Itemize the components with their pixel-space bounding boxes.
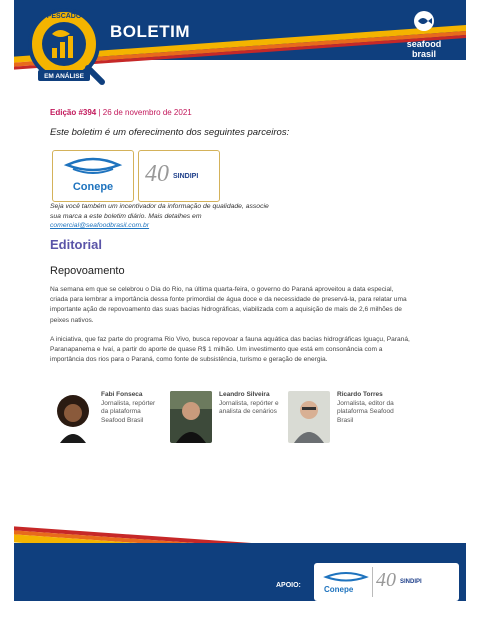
author-name: Leandro Silveira: [219, 391, 270, 398]
avatar: [170, 391, 212, 443]
contact-email-link[interactable]: comercial@seafoodbrasil.com.br: [50, 222, 150, 229]
partner-logo-sindipi[interactable]: [138, 150, 220, 202]
author-role: Jornalista, editor da plataforma Seafood Brasil: [337, 399, 394, 424]
article-paragraph: Na semana em que se celebrou o Dia do Rio, na última quarta-feira, o governo do Paraná aproveitou a data especial, criada para lembrar a importância dessa fonte primordial de água doce e da necessidade de preservá-la, para relatar uma importante ação de repovoamento das suas bacias hidrográficas, viabilizada com a aquisição de mais de 2,6 milhões de peixes nativos.: [50, 286, 407, 324]
footer-sponsor-logos: [314, 563, 459, 601]
author-role: Jornalista, repórter da plataforma Seafood Brasil: [101, 399, 156, 424]
edition-line: [50, 108, 192, 117]
badge-top-text: PESCADO: [46, 13, 82, 20]
sponsor-invite: [50, 202, 280, 231]
brand-line-2: brasil: [411, 49, 436, 59]
sindipi-anniversary: 40: [145, 161, 169, 187]
footer-conepe-logo[interactable]: Conepe: [324, 585, 354, 594]
apoio-label: APOIO:: [276, 582, 301, 589]
sindipi-wordmark: SINDIPI: [173, 173, 199, 180]
pescado-em-analise-badge: [24, 4, 108, 88]
edition-date: | 26 de novembro de 2021: [96, 108, 192, 117]
author-role: Jornalista, repórter e analista de cenários: [219, 399, 279, 415]
footer-sindipi-anniversary: 40: [376, 569, 396, 591]
conepe-fish-icon: [53, 151, 133, 181]
author-name: Fabi Fonseca: [101, 391, 143, 398]
avatar: [288, 391, 330, 443]
footer-banner: [14, 515, 466, 601]
fish-icon: [413, 10, 435, 32]
footer-logo-divider: [372, 567, 373, 597]
edition-number: Edição #394: [50, 108, 97, 117]
author-card: [170, 391, 280, 451]
editorial-heading: Editorial: [50, 237, 103, 252]
conepe-wordmark: Conepe: [72, 181, 114, 193]
seafood-brasil-logo: [394, 10, 454, 59]
newsletter-title: BOLETIM: [110, 22, 190, 41]
article-title: Repovoamento: [50, 265, 125, 277]
partners-heading: Este boletim é um oferecimento dos seguintes parceiros:: [50, 127, 290, 138]
author-name: Ricardo Torres: [337, 391, 383, 398]
partner-logo-conepe[interactable]: [52, 150, 134, 202]
footer-sindipi-logo[interactable]: SINDIPI: [400, 579, 422, 585]
badge-bottom-text: EM ANÁLISE: [44, 73, 84, 80]
author-card: [288, 391, 398, 451]
conepe-fish-icon: [318, 567, 374, 587]
magnifier-badge-icon: [24, 4, 108, 88]
avatar: [52, 391, 94, 443]
brand-line-1: seafood: [406, 39, 442, 49]
author-card: [52, 391, 162, 451]
invite-text: Seja você também um incentivador da informação de qualidade, associe sua marca a este boletim diário. Mais detalhes em: [50, 203, 269, 220]
article-paragraph: A iniciativa, que faz parte do programa Rio Vivo, busca repovoar a fauna aquática das bacias hidrográficas Iguaçu, Paraná, Paranapanema e Ivaí, a partir do aporte de quase R$ 1 milhão. Um investimento que está em consonância com a importância dos rios para o Paraná, como fonte de subsistência, turismo e geração de energia.: [50, 336, 410, 364]
